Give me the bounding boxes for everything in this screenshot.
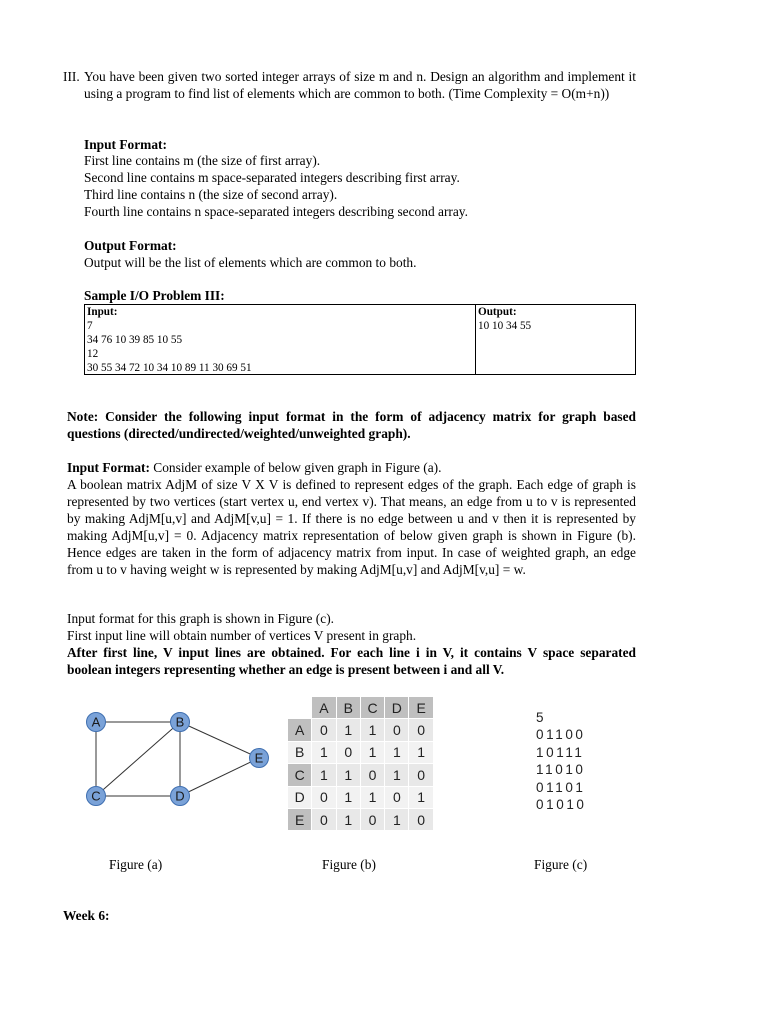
matrix-cell: 1 bbox=[360, 786, 384, 808]
node-a-label: A bbox=[91, 714, 101, 730]
matrix-cell: 1 bbox=[336, 786, 360, 808]
sample-input-line: 12 bbox=[87, 348, 99, 360]
input-format-line: First line contains m (the size of first array). bbox=[84, 153, 321, 168]
note-bold-text: After first line, V input lines are obtained. For each line i in V, it contains V space separated boolean integers representing whether an edge is present between i and all V. bbox=[67, 645, 636, 677]
matrix-row-header: D bbox=[288, 786, 312, 808]
matrix-col-header: C bbox=[360, 697, 384, 719]
note-input-format bbox=[67, 460, 636, 477]
sample-input-label: Input: bbox=[87, 306, 118, 318]
figure-c-caption: Figure (c) bbox=[534, 857, 588, 872]
problem-label: III. bbox=[63, 69, 80, 84]
matrix-col-header: A bbox=[312, 697, 336, 719]
note-line-1: Input format for this graph is shown in Figure (c). bbox=[67, 611, 335, 626]
matrix-row-header: B bbox=[288, 741, 312, 763]
sample-heading: Sample I/O Problem III: bbox=[84, 288, 225, 303]
sample-input-line: 30 55 34 72 10 34 10 89 11 30 69 51 bbox=[87, 362, 252, 374]
graph-figure-a bbox=[80, 706, 280, 812]
edge-b-e bbox=[180, 722, 259, 758]
note-paragraph: A boolean matrix AdjM of size V X V is defined to represent edges of the graph. Each edge of graph is represented by two vertices (start vertex u, end vertex v). That means, an edge from u to v is represented by making AdjM[u,v] and AdjM[v,u] = 1. If there is no edge between u and v then it is represented by making AdjM[u,v] = 0. Adjacency matrix representation of below given graph is shown in Figure (b). Hence edges are taken in the form of adjacency matrix from input. In case of weighted graph, an edge from u to v having weight w is represented by making AdjM[u,v] and AdjM[v,u] = w. bbox=[67, 477, 636, 577]
matrix-cell: 1 bbox=[336, 764, 360, 786]
sample-input-line: 7 bbox=[87, 320, 93, 332]
week-heading: Week 6: bbox=[63, 908, 110, 923]
sample-output-label: Output: bbox=[478, 306, 517, 318]
matrix-cell: 1 bbox=[385, 764, 409, 786]
matrix-col-header: E bbox=[409, 697, 433, 719]
node-b-label: B bbox=[175, 714, 185, 730]
figure-c-line: 01101 bbox=[536, 779, 586, 795]
matrix-cell: 0 bbox=[312, 786, 336, 808]
matrix-cell: 1 bbox=[360, 719, 384, 741]
input-format-line: Fourth line contains n space-separated integers describing second array. bbox=[84, 203, 468, 219]
figure-c-line: 10111 bbox=[536, 744, 585, 760]
matrix-col-header: D bbox=[385, 697, 409, 719]
matrix-cell: 0 bbox=[312, 719, 336, 741]
matrix-cell: 0 bbox=[409, 764, 433, 786]
note-text: Note: Consider the following input format in the form of adjacency matrix for graph based questions (directed/undirected/weighted/unweighted graph). bbox=[67, 409, 636, 441]
note-input-format-intro: Consider example of below given graph in Figure (a). bbox=[149, 460, 442, 475]
input-format-heading: Input Format: bbox=[84, 137, 167, 152]
matrix-cell: 1 bbox=[336, 719, 360, 741]
matrix-cell: 0 bbox=[360, 764, 384, 786]
edge-b-c bbox=[96, 722, 180, 796]
matrix-cell: 0 bbox=[409, 808, 433, 830]
matrix-row-header: A bbox=[288, 719, 312, 741]
figure-c-line: 11010 bbox=[536, 762, 586, 778]
figure-c-input bbox=[536, 709, 587, 813]
matrix-row-header: E bbox=[288, 808, 312, 830]
matrix-cell: 1 bbox=[312, 741, 336, 763]
matrix-cell: 1 bbox=[409, 741, 433, 763]
matrix-cell: 1 bbox=[385, 808, 409, 830]
matrix-cell: 1 bbox=[409, 786, 433, 808]
input-format-line: Third line contains n (the size of second array). bbox=[84, 186, 338, 202]
sample-input-cell bbox=[85, 305, 476, 374]
sample-output-line: 10 10 34 55 bbox=[478, 320, 532, 332]
matrix-cell: 0 bbox=[385, 786, 409, 808]
figure-c-line: 01100 bbox=[536, 727, 586, 743]
matrix-cell: 0 bbox=[336, 741, 360, 763]
note-line-2: First input line will obtain number of vertices V present in graph. bbox=[67, 628, 417, 643]
matrix-cell: 1 bbox=[360, 741, 384, 763]
problem-statement: You have been given two sorted integer arrays of size m and n. Design an algorithm and implement it using a program to find list of elements which are common to both. (Time Complexity = O(m+n)) bbox=[84, 69, 636, 101]
matrix-cell: 0 bbox=[312, 808, 336, 830]
input-format-line: Second line contains m space-separated integers describing first array. bbox=[84, 169, 460, 185]
node-d-label: D bbox=[175, 788, 185, 804]
edge-d-e bbox=[180, 758, 259, 796]
matrix-cell: 1 bbox=[385, 741, 409, 763]
matrix-cell: 1 bbox=[336, 808, 360, 830]
figure-a-caption: Figure (a) bbox=[109, 857, 163, 872]
matrix-row-header: C bbox=[288, 764, 312, 786]
sample-io-table bbox=[84, 304, 636, 375]
node-c-label: C bbox=[91, 788, 101, 804]
matrix-corner bbox=[288, 697, 312, 719]
adjacency-matrix bbox=[287, 696, 434, 831]
matrix-cell: 0 bbox=[360, 808, 384, 830]
figure-c-line: 5 bbox=[536, 710, 547, 725]
note-input-format-label: Input Format: bbox=[67, 460, 150, 475]
matrix-cell: 0 bbox=[409, 719, 433, 741]
output-format-heading: Output Format: bbox=[84, 238, 177, 253]
output-format-line: Output will be the list of elements which are common to both. bbox=[84, 255, 417, 270]
sample-input-line: 34 76 10 39 85 10 55 bbox=[87, 334, 183, 346]
matrix-col-header: B bbox=[336, 697, 360, 719]
matrix-cell: 0 bbox=[385, 719, 409, 741]
figure-b-caption: Figure (b) bbox=[322, 857, 376, 872]
node-e-label: E bbox=[254, 750, 264, 766]
matrix-cell: 1 bbox=[312, 764, 336, 786]
figure-c-line: 01010 bbox=[536, 797, 587, 813]
input-format-list bbox=[84, 153, 468, 221]
sample-output-cell bbox=[476, 305, 635, 374]
